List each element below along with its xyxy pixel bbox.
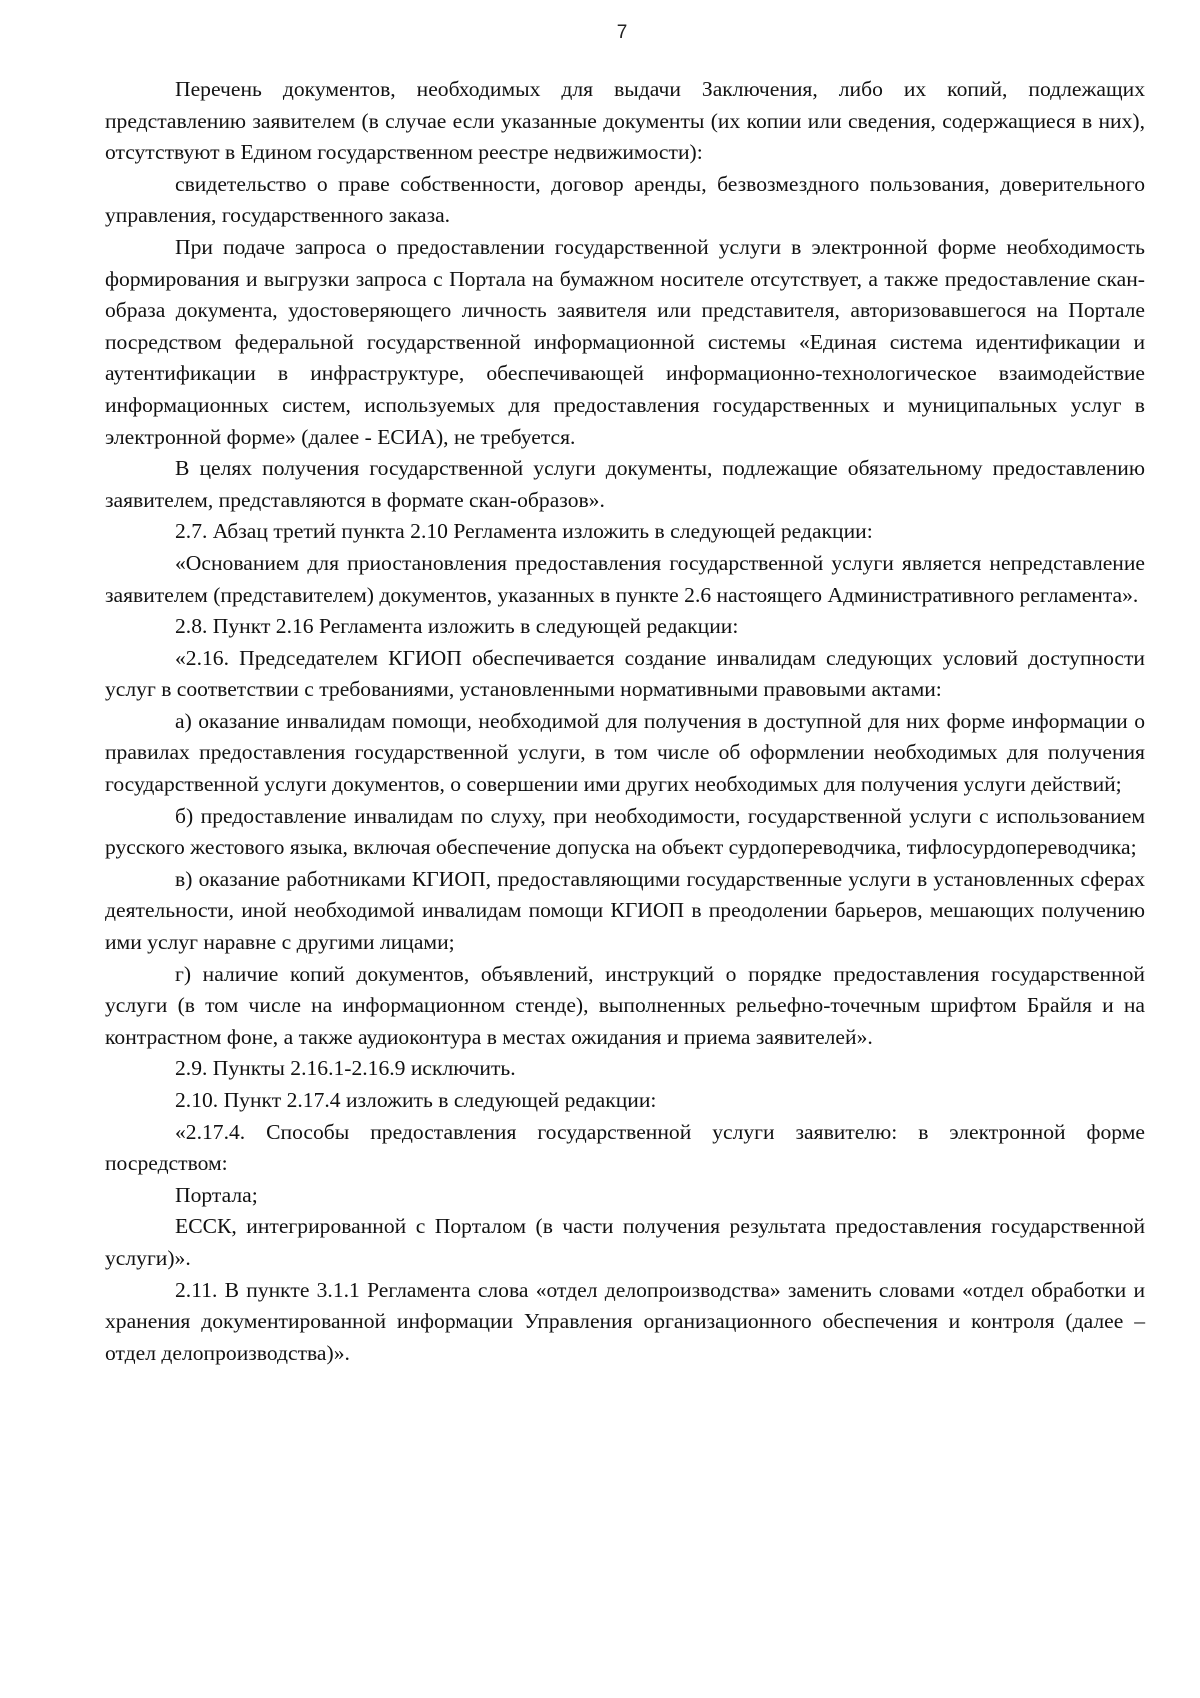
page-number: 7: [616, 22, 628, 43]
paragraph-item-2-11: 2.11. В пункте 3.1.1 Регламента слова «отдел делопроизводства» заменить словами «отдел обработки и хранения документированной информации Управления организационного обеспечения и контроля (далее – отдел делопроизводства)».: [105, 1277, 1145, 1365]
document-body: [105, 74, 1145, 1369]
paragraph-subitem-v: в) оказание работниками КГИОП, предоставляющими государственные услуги в установленных сферах деятельности, иной необходимой инвалидам помощи КГИОП в преодолении барьеров, мешающих получению ими услуг наравне с другими лицами;: [105, 866, 1145, 955]
paragraph-item-2-17-4: «2.17.4. Способы предоставления государственной услуги заявителю: в электронной форме посредством:: [105, 1119, 1145, 1176]
paragraph-item-2-9: 2.9. Пункты 2.16.1-2.16.9 исключить.: [175, 1056, 516, 1081]
paragraph-portal: Портала;: [175, 1182, 258, 1207]
paragraph-suspension-grounds: «Основанием для приостановления предоставления государственной услуги является непредставление заявителем (представителем) документов, указанных в пункте 2.6 настоящего Административного регламента».: [105, 550, 1145, 607]
paragraph-document-list-intro: Перечень документов, необходимых для выдачи Заключения, либо их копий, подлежащих представлению заявителем (в случае если указанные документы (их копии или сведения, содержащиеся в них), отсутствуют в Едином государственном реестре недвижимости):: [105, 77, 1145, 165]
paragraph-scan-format: В целях получения государственной услуги документы, подлежащие обязательному предоставлению заявителем, представляются в формате скан-образов».: [105, 456, 1145, 512]
paragraph-subitem-b: б) предоставление инвалидам по слуху, при необходимости, государственной услуги с использованием русского жестового языка, включая обеспечение допуска на объект сурдопереводчика, тифлосурдопереводчика;: [105, 803, 1145, 860]
paragraph-subitem-a: а) оказание инвалидам помощи, необходимой для получения в доступной для них форме информации о правилах предоставления государственной услуги, в том числе об оформлении необходимых для получения государственной услуги документов, о совершении ими других необходимых для получения услуги действий;: [105, 708, 1145, 797]
paragraph-item-2-8: 2.8. Пункт 2.16 Регламента изложить в следующей редакции:: [175, 614, 739, 639]
paragraph-item-2-10: 2.10. Пункт 2.17.4 изложить в следующей редакции:: [175, 1088, 657, 1112]
paragraph-subitem-g: г) наличие копий документов, объявлений, инструкций о порядке предоставления государственной услуги (в том числе на информационном стенде), выполненных рельефно-точечным шрифтом Брайля и на контрастном фоне, а также аудиоконтура в местах ожидания и приема заявителей».: [105, 961, 1145, 1049]
paragraph-electronic-request: При подаче запроса о предоставлении государственной услуги в электронной форме необходимость формирования и выгрузки запроса с Портала на бумажном носителе отсутствует, а также предоставление скан-образа документа, удостоверяющего личность заявителя или представителя, авторизовавшегося на Портале посредством федеральной государственной информационной системы «Единая система идентификации и аутентификации в инфраструктуре, обеспечивающей информационно-технологическое взаимодействие информационных систем, используемых для предоставления государственных и муниципальных услуг в электронной форме» (далее - ЕСИА), не требуется.: [105, 234, 1145, 449]
paragraph-ownership-certificate: свидетельство о праве собственности, договор аренды, безвозмездного пользования, доверительного управления, государственного заказа.: [105, 171, 1145, 228]
paragraph-essk: ЕССК, интегрированной с Порталом (в части получения результата предоставления государственной услуги)».: [105, 1214, 1145, 1270]
paragraph-item-2-7: 2.7. Абзац третий пункта 2.10 Регламента изложить в следующей редакции:: [175, 519, 873, 544]
paragraph-item-2-16: «2.16. Председателем КГИОП обеспечивается создание инвалидам следующих условий доступности услуг в соответствии с требованиями, установленными нормативными правовыми актами:: [105, 645, 1145, 702]
